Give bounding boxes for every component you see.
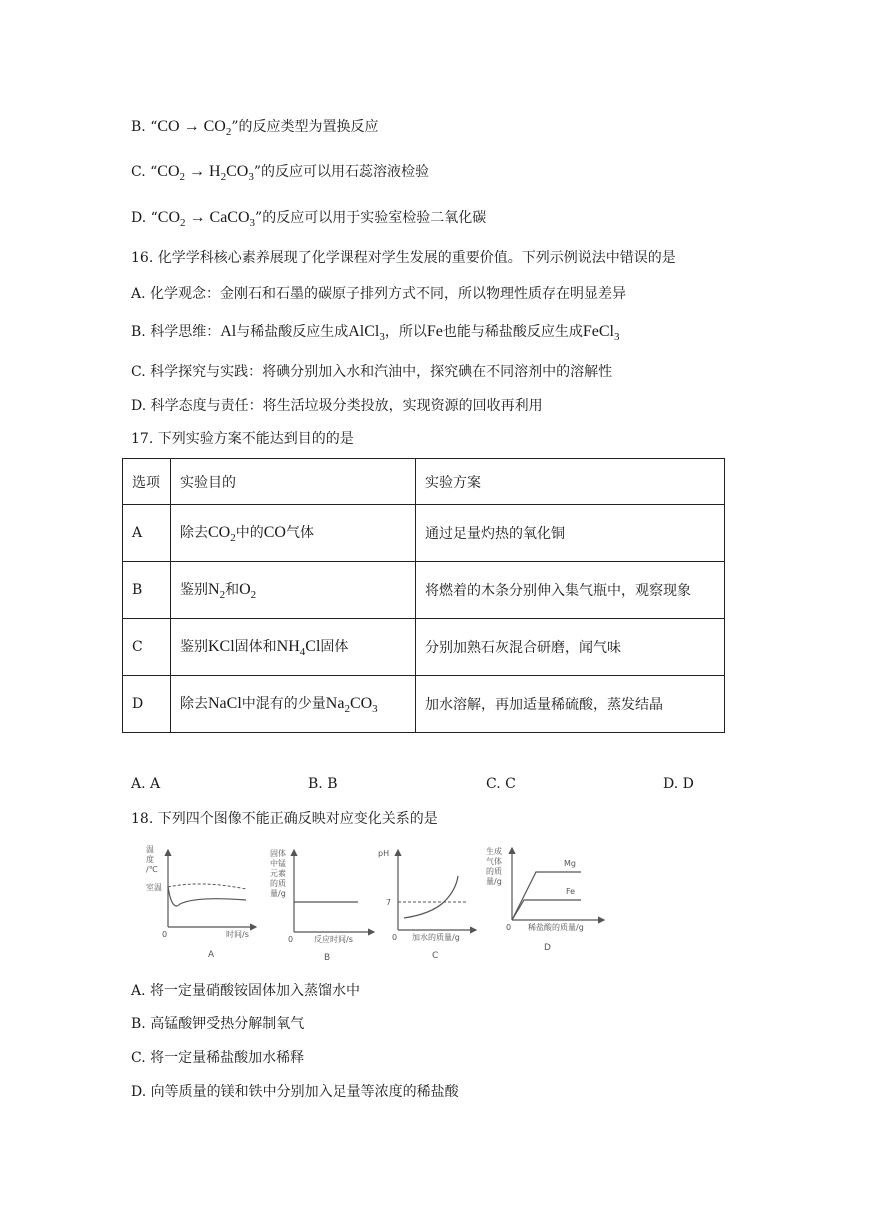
table-cell-option: A <box>123 505 171 562</box>
graph-d-ylabel-4: 量/g <box>486 877 502 886</box>
q18-option-b: B. 高锰酸钾受热分解制氧气 <box>131 1016 305 1032</box>
q18-graphs <box>146 842 616 962</box>
table-cell-option: D <box>123 676 171 733</box>
graph-a-origin: 0 <box>162 930 168 939</box>
experiment-table <box>122 458 725 733</box>
graph-c-ylabel: pH <box>378 849 390 858</box>
q16-stem: 16. 化学学科核心素养展现了化学课程对学生发展的重要价值。下列示例说法中错误的是 <box>131 250 676 266</box>
graph-d-series-mg <box>512 872 581 920</box>
graph-d-ylabel-1: 生成 <box>486 847 502 856</box>
graph-c <box>378 849 476 961</box>
graph-c-caption: C <box>432 951 439 961</box>
q17-choice-b: B. B <box>308 776 338 792</box>
graph-a-ytick: 室温 <box>146 883 162 892</box>
graph-c-ytick: 7 <box>386 898 392 907</box>
graph-d-ylabel-2: 气体 <box>486 857 502 866</box>
graph-c-xlabel: 加水的质量/g <box>412 933 460 942</box>
q16-option-a: A. 化学观念：金刚石和石墨的碳原子排列方式不同，所以物理性质存在明显差异 <box>131 286 627 302</box>
graph-a-ylabel-2: 度 <box>146 855 154 864</box>
graph-a <box>146 845 256 960</box>
table-cell-option: B <box>123 562 171 619</box>
graph-b-ylabel-3: 元素 <box>270 869 286 878</box>
graph-d-caption: D <box>544 943 551 953</box>
graph-b-caption: B <box>324 953 331 962</box>
graph-a-xlabel: 时间/s <box>226 930 249 939</box>
graph-d-ylabel-3: 的质 <box>486 867 502 876</box>
graph-d-legend-fe: Fe <box>566 887 576 896</box>
table-header: 实验方案 <box>416 459 725 505</box>
table-cell-goal: 鉴别KCl固体和$NH_4Cl$固体 <box>171 619 416 676</box>
q16-option-b: B. 科学思维：Al与稀盐酸反应生成AlCl$_3$，所以Fe也能与稀盐酸反应生成FeCl$_3$ <box>131 323 620 344</box>
q18-stem: 18. 下列四个图像不能正确反映对应变化关系的是 <box>131 811 438 827</box>
graph-c-origin: 0 <box>392 933 398 942</box>
q18-option-a: A. 将一定量硝酸铵固体加入蒸馏水中 <box>131 983 361 999</box>
table-cell-option: C <box>123 619 171 676</box>
q15-option-d: D. “$CO_2$ → CaCO$_3$”的反应可以用于实验室检验二氧化碳 <box>131 209 487 230</box>
table-cell-goal: 鉴别$N_2$和$O_2$ <box>171 562 416 619</box>
graph-b-origin: 0 <box>288 935 294 944</box>
graph-d <box>486 846 604 953</box>
q18-option-d: D. 向等质量的镁和铁中分别加入足量等浓度的稀盐酸 <box>131 1084 459 1100</box>
graph-b <box>270 848 374 962</box>
q17-choice-c: C. C <box>486 776 516 792</box>
table-cell-goal: 除去NaCl中混有的少量$Na_2CO_3$ <box>171 676 416 733</box>
graph-b-xlabel: 反应时间/s <box>314 935 353 944</box>
q17-stem: 17. 下列实验方案不能达到目的的是 <box>131 431 354 447</box>
table-header: 实验目的 <box>171 459 416 505</box>
table-cell-plan: 通过足量灼热的氧化铜 <box>416 505 725 562</box>
graph-c-curve <box>404 876 458 918</box>
graph-d-xlabel: 稀盐酸的质量/g <box>528 923 584 932</box>
graph-a-curve <box>168 887 246 906</box>
graph-b-ylabel-5: 量/g <box>270 889 286 898</box>
table-header-row <box>123 459 725 505</box>
table-cell-plan: 将燃着的木条分别伸入集气瓶中，观察现象 <box>416 562 725 619</box>
graph-b-ylabel-1: 固体 <box>270 849 286 858</box>
table-header: 选项 <box>123 459 171 505</box>
table-cell-plan: 加水溶解，再加适量稀硫酸，蒸发结晶 <box>416 676 725 733</box>
table-cell-plan: 分别加熟石灰混合研磨，闻气味 <box>416 619 725 676</box>
table-row <box>123 676 725 733</box>
table-row <box>123 562 725 619</box>
q16-option-c: C. 科学探究与实践：将碘分别加入水和汽油中，探究碘在不同溶剂中的溶解性 <box>131 364 613 380</box>
table-cell-goal: 除去$CO_2$中的CO气体 <box>171 505 416 562</box>
graph-b-ylabel-2: 中锰 <box>270 859 286 868</box>
graph-d-origin: 0 <box>506 923 512 932</box>
q16-option-d: D. 科学态度与责任：将生活垃圾分类投放，实现资源的回收再利用 <box>131 398 543 414</box>
q17-choice-d: D. D <box>663 776 694 792</box>
table-row <box>123 619 725 676</box>
q17-choice-a: A. A <box>131 776 161 792</box>
graph-d-series-fe <box>512 900 581 920</box>
graph-d-legend-mg: Mg <box>564 859 576 868</box>
graph-a-dashed-line <box>168 884 246 889</box>
q15-option-c: C. “$CO_2 \to H_2CO_3$”的反应可以用石蕊溶液检验 <box>131 163 429 184</box>
graph-a-ylabel-3: /℃ <box>146 865 158 874</box>
graph-b-ylabel-4: 的质 <box>270 879 286 888</box>
q18-option-c: C. 将一定量稀盐酸加水稀释 <box>131 1050 305 1066</box>
table-row <box>123 505 725 562</box>
graph-a-ylabel-1: 温 <box>146 845 154 854</box>
graph-a-caption: A <box>208 950 215 960</box>
q15-option-b: B. “CO → $CO_2$”的反应类型为置换反应 <box>131 118 379 139</box>
